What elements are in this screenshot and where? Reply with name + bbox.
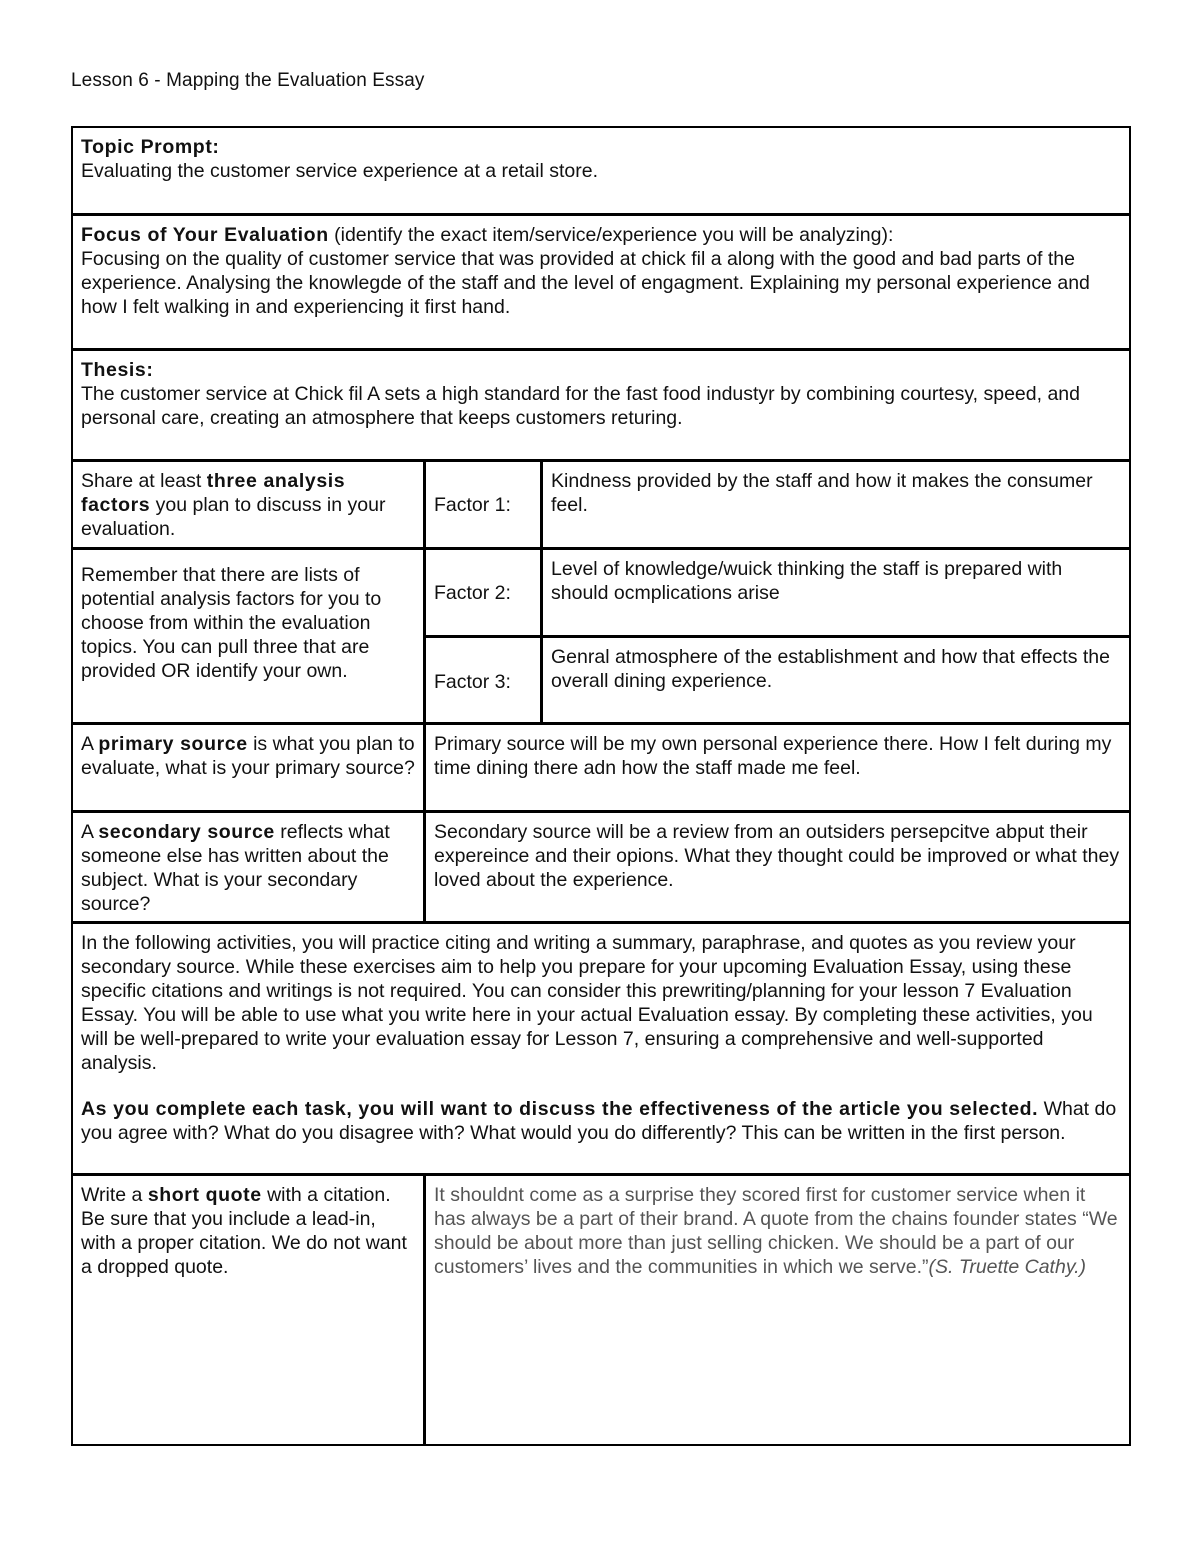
- thesis-answer[interactable]: The customer service at Chick fil A sets a high standard for the fast food industyr by combining courtesy, speed, and personal care, creating an atmosphere that keeps customers returing.: [81, 383, 1080, 429]
- instructions-row: [73, 924, 1129, 1176]
- factor-row-2: [426, 550, 1129, 638]
- analysis-prompt-post: you plan to discuss in your evaluation.: [81, 494, 386, 540]
- factor-2-label: Factor 2:: [426, 550, 543, 635]
- focus-answer[interactable]: Focusing on the quality of customer service that was provided at chick fil a along with the good and bad parts of the experience. Analysing the knowlegde of the staff and the level of engagment. Explaining my personal experience and how I felt walking in and experiencing it first hand.: [81, 248, 1090, 318]
- factor-2-value[interactable]: Level of knowledge/wuick thinking the staff is prepared with should ocmplications arise: [551, 558, 1063, 604]
- focus-cell: [73, 216, 1129, 348]
- instructions-emphasis: As you complete each task, you will want to discuss the effectiveness of the article you selected.: [81, 1098, 1039, 1120]
- short-quote-answer: It shouldnt come as a surprise they scored first for customer service when it has always be a part of their brand. A quote from the chains founder states “We should be about more than just selling chicken. We should be a part of our customers’ lives and the communities in which we serve.”: [434, 1184, 1118, 1278]
- topic-row: [73, 128, 1129, 216]
- short-quote-prompt-bold: short quote: [147, 1184, 262, 1206]
- short-quote-prompt-post: with a citation. Be sure that you include a lead-in, with a proper citation. We do not want a dropped quote.: [81, 1184, 407, 1278]
- secondary-prompt-bold: secondary source: [98, 821, 275, 843]
- primary-prompt-pre: A: [81, 733, 99, 755]
- analysis-reminder: Remember that there are lists of potential analysis factors for you to choose from within the evaluation topics. You can pull three that are provided OR identify your own.: [81, 564, 382, 682]
- factor-3-label: Factor 3:: [426, 638, 543, 722]
- primary-prompt-post: is what you plan to evaluate, what is your primary source?: [81, 733, 415, 779]
- focus-instruction: (identify the exact item/service/experience you will be analyzing):: [328, 224, 894, 246]
- primary-row: [73, 725, 1129, 813]
- focus-row: [73, 216, 1129, 351]
- thesis-row: [73, 351, 1129, 462]
- short-quote-prompt-pre: Write a: [81, 1184, 148, 1206]
- factor-3-value[interactable]: Genral atmosphere of the establishment and how that effects the overall dining experience.: [551, 646, 1110, 692]
- page-title: Lesson 6 - Mapping the Evaluation Essay: [71, 70, 425, 91]
- analysis-row: [73, 462, 1129, 725]
- short-quote-row: [73, 1176, 1129, 1444]
- instructions-cell: [73, 924, 1129, 1173]
- factor-grid: [73, 462, 1129, 722]
- analysis-prompt-bold: three analysis factors: [81, 470, 346, 516]
- evaluation-form: [71, 126, 1131, 1446]
- thesis-cell: [73, 351, 1129, 459]
- factor-row-3: [426, 638, 1129, 722]
- short-quote-prompt-cell: [73, 1176, 426, 1444]
- topic-cell: [73, 128, 1129, 213]
- thesis-label: Thesis:: [81, 359, 154, 381]
- secondary-answer[interactable]: Secondary source will be a review from an outsiders persepcitve abput their expereince and their opions. What they thought could be improved or what they loved about the experience.: [434, 821, 1120, 891]
- primary-answer[interactable]: Primary source will be my own personal experience there. How I felt during my time dining there adn how the staff made me feel.: [434, 733, 1112, 779]
- instructions-follow: What do you agree with? What do you disagree with? What would you do differently? This can be written in the first person.: [81, 1098, 1117, 1144]
- factor-row-1: [73, 462, 1129, 550]
- focus-label: Focus of Your Evaluation: [81, 224, 329, 246]
- factor-1-label: Factor 1:: [426, 462, 543, 547]
- secondary-prompt-post: reflects what someone else has written about the subject. What is your secondary source?: [81, 821, 390, 915]
- secondary-prompt-cell: [73, 813, 426, 921]
- primary-prompt-bold: primary source: [98, 733, 248, 755]
- factor-1-value[interactable]: Kindness provided by the staff and how it makes the consumer feel.: [551, 470, 1093, 516]
- topic-label: Topic Prompt:: [81, 136, 220, 158]
- analysis-prompt-pre: Share at least: [81, 470, 207, 492]
- secondary-prompt-pre: A: [81, 821, 99, 843]
- instructions-paragraph: In the following activities, you will practice citing and writing a summary, paraphrase, and quotes as you review your secondary source. While these exercises aim to help you prepare for your upcoming Evaluation Essay, using these specific citations and writings is not required. You can consider this prewriting/planning for your lesson 7 Evaluation Essay. You will be able to use what you write here in your actual Evaluation essay. By completing these activities, you will be well-prepared to write your evaluation essay for Lesson 7, ensuring a comprehensive and well-supported analysis.: [81, 932, 1093, 1074]
- short-quote-answer-cell[interactable]: [426, 1176, 1129, 1444]
- primary-prompt-cell: [73, 725, 426, 810]
- topic-text: Evaluating the customer service experience at a retail store.: [81, 160, 599, 182]
- short-quote-citation: (S. Truette Cathy.): [928, 1256, 1087, 1278]
- secondary-row: [73, 813, 1129, 924]
